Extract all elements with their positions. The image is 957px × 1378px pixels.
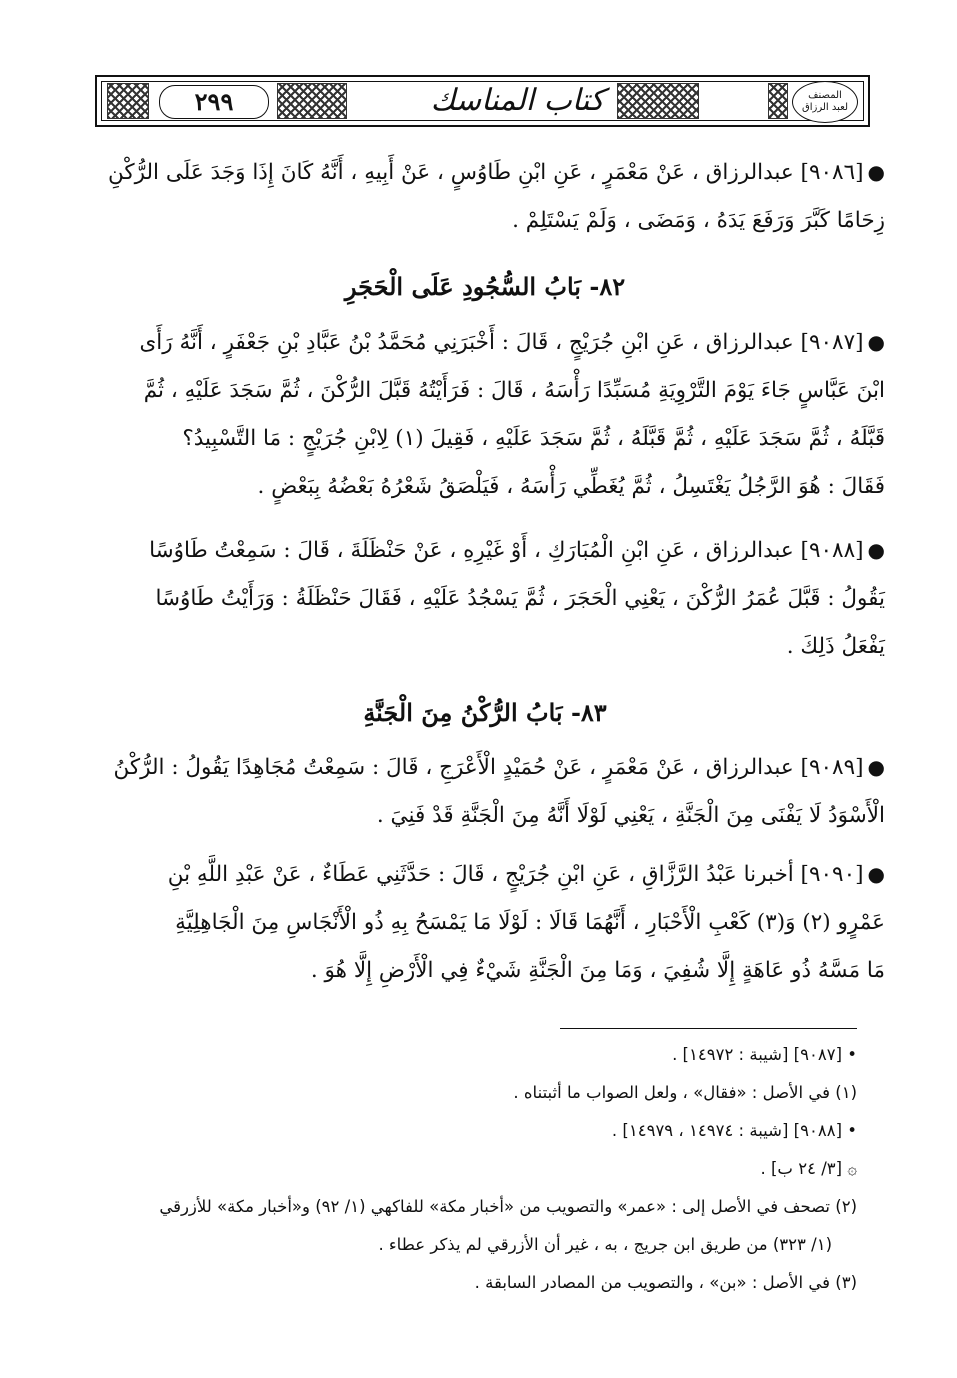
bullet-icon: ● — [867, 538, 885, 562]
bullet-icon: ● — [867, 160, 885, 184]
seal-line-1: المصنف — [808, 90, 842, 101]
ornament-mid-left — [277, 83, 347, 119]
footnote-separator — [560, 1028, 857, 1029]
hadith-9086-line-2: زِحَامًا كَبَّرَ وَرَفَعَ يَدَهُ ، وَمَضَى ، وَلَمْ يَسْتَلِمْ . — [512, 208, 885, 233]
footnote-3: (٣) في الأصل : «بن» ، والتصويب من المصادر السابقة . — [474, 1273, 857, 1292]
footnote-9087-ref: • [٩٠٨٧] [شيبة : ١٤٩٧٢] . — [672, 1045, 857, 1064]
footnote-1: (١) في الأصل : «فقال» ، ولعل الصواب ما أثبتناه . — [513, 1083, 857, 1102]
hadith-9089-line-2: الْأَسْوَدُ لَا يَفْنَى مِنَ الْجَنَّةِ ، يَعْنِي لَوْلَا أَنَّهُ مِنَ الْجَنَّةِ قَدْ فَنِيَ . — [376, 803, 885, 828]
hadith-9090-line-1: ●[٩٠٩٠] أخبرنا عَبْدُ الرَّزَّاقِ ، عَنِ ابْنِ جُرَيْجٍ ، قَالَ : حَدَّثَنِي عَطَاءٌ ، عَنْ عَبْدِ اللَّهِ بْنِ — [167, 862, 885, 887]
hadith-9087-line-3: قَبَّلَهُ ، ثُمَّ سَجَدَ عَلَيْهِ ، ثُمَّ قَبَّلَهُ ، ثُمَّ سَجَدَ عَلَيْهِ ، فَقِيلَ (١) لِابْنِ جُرَيْجٍ : مَا التَّسْبِيدُ؟ — [182, 426, 885, 451]
page-number: ٢٩٩ — [159, 85, 269, 119]
footnote-volume-ref: ۞ [٣/ ٢٤ ب] . — [760, 1159, 857, 1178]
bullet-icon: ● — [867, 755, 885, 779]
hadith-9087-line-2: ابْنَ عَبَّاسٍ جَاءَ يَوْمَ التَّرْوِيَةِ مُسَبِّدًا رَأْسَهُ ، قَالَ : فَرَأَيْتُهُ قَبَّلَ الرُّكْنَ ، ثُمَّ سَجَدَ عَلَيْهِ ، ثُمَّ — [143, 378, 885, 403]
hadith-9090-line-3: مَا مَسَّهُ ذُو عَاهَةٍ إِلَّا شُفِيَ ، وَمَا مِنَ الْجَنَّةِ شَيْءٌ فِي الْأَرْضِ إِلَّا هُوَ . — [310, 958, 885, 983]
hadith-9088-line-1: ●[٩٠٨٨] عبدالرزاق ، عَنِ ابْنِ الْمُبَارَكِ ، أَوْ غَيْرِهِ ، عَنْ حَنْظَلَةَ ، قَالَ : سَمِعْتُ طَاوُسًا — [149, 538, 885, 563]
section-heading-83: ٨٣- بَابُ الرُّكْنُ مِنَ الْجَنَّةِ — [363, 698, 607, 727]
footnote-9088-ref: • [٩٠٨٨] [شيبة : ١٤٩٧٤ ، ١٤٩٧٩] . — [611, 1121, 857, 1140]
hadith-9089-line-1: ●[٩٠٨٩] عبدالرزاق ، عَنْ مَعْمَرٍ ، عَنْ حُمَيْدٍ الْأَعْرَجِ ، قَالَ : سَمِعْتُ مُجَاهِدًا يَقُولُ : الرُّكْنُ — [113, 755, 885, 780]
seal-line-2: لعبد الرزاق — [801, 102, 849, 113]
hadith-9087-line-1: ●[٩٠٨٧] عبدالرزاق ، عَنِ ابْنِ جُرَيْجٍ ، قَالَ : أَخْبَرَنِي مُحَمَّدُ بْنُ عَبَّادِ بْنِ جَعْفَرٍ ، أَنَّهُ رَأَى — [139, 330, 885, 355]
hadith-9087-line-4: فَقَالَ : هُوَ الرَّجُلُ يَغْتَسِلُ ، ثُمَّ يُغَطِّي رَأْسَهُ ، فَيَلْصَقُ شَعْرُهُ بَعْضُهُ بِبَعْضٍ . — [257, 474, 885, 499]
bullet-icon: ● — [867, 330, 885, 354]
page-header — [95, 75, 870, 127]
hadith-9090-line-2: عَمْرٍو (٢) وَ(٣) كَعْبِ الْأَحْبَارِ ، أَنَّهُمَا قَالَا : لَوْلَا مَا يَمْسَحُ بِهِ ذُو الْأَنْجَاسِ مِنَ الْجَاهِلِيَّةِ — [175, 910, 885, 935]
chapter-title: كتاب المناسك — [430, 83, 605, 118]
hadith-9088-line-2: يَقُولُ : قَبَّلَ عُمَرُ الرُّكْنَ ، يَعْنِي الْحَجَرَ ، ثُمَّ يَسْجُدُ عَلَيْهِ ، فَقَالَ حَنْظَلَةُ : وَرَأَيْتُ طَاوُسًا — [155, 586, 885, 611]
ornament-right — [768, 83, 788, 119]
section-heading-82: ٨٢- بَابُ السُّجُودِ عَلَى الْحَجَرِ — [344, 272, 626, 301]
footnote-2: (٢) تصحف في الأصل إلى : «عمر» والتصويب من «أخبار مكة» للفاكهي (١/ ٩٢) و«أخبار مكة» للأزرقي — [159, 1197, 857, 1216]
ornament-left — [107, 83, 149, 119]
book-seal — [792, 81, 858, 123]
hadith-9086-line-1: ●[٩٠٨٦] عبدالرزاق ، عَنْ مَعْمَرٍ ، عَنِ ابْنِ طَاوُسٍ ، عَنْ أَبِيهِ ، أَنَّهُ كَانَ إِذَا وَجَدَ عَلَى الرُّكْنِ — [108, 160, 885, 185]
hadith-9088-line-3: يَفْعَلُ ذَلِكَ . — [786, 634, 885, 659]
bullet-icon: ● — [867, 862, 885, 886]
footnote-2-continued: (١/ ٣٢٣) من طريق ابن جريج ، به ، غير أن الأزرقي لم يذكر عطاء . — [378, 1235, 832, 1254]
